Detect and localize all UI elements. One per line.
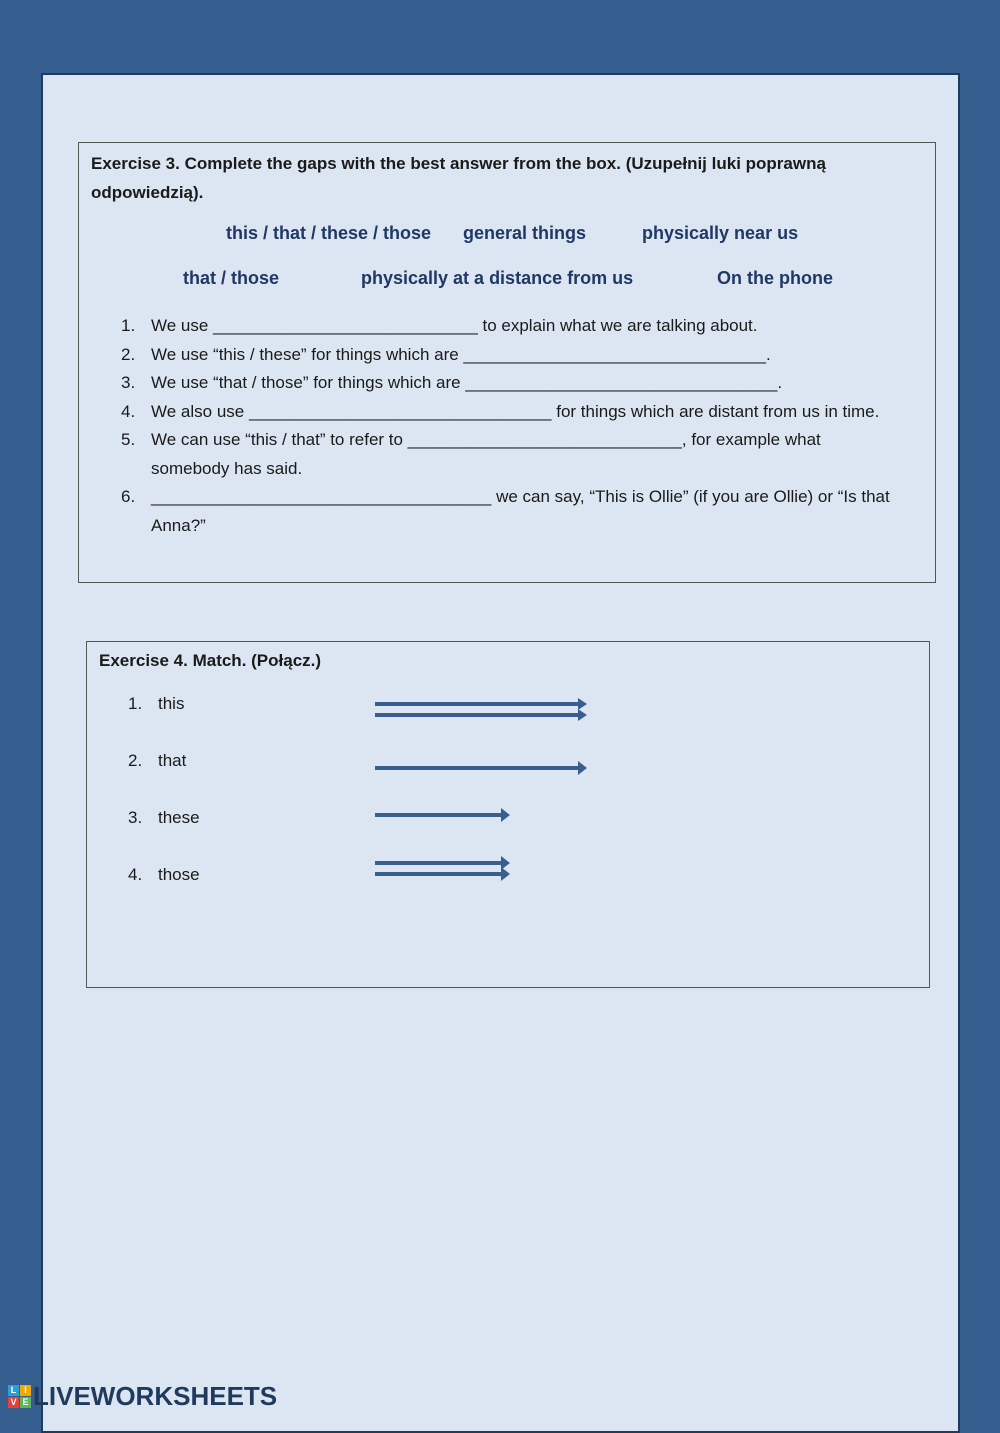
match-arrow-these[interactable] <box>375 807 513 825</box>
item-number: 3. <box>128 808 143 827</box>
item-number: 4. <box>121 401 136 421</box>
exercise-4-title: Exercise 4. Match. (Połącz.) <box>99 651 322 670</box>
item-number: 6. <box>121 487 136 506</box>
list-item <box>121 312 901 341</box>
logo-letter: I <box>20 1385 31 1396</box>
option-that-those[interactable]: that / those <box>183 268 280 288</box>
exercise-3-title: Exercise 3. Complete the gaps with the best answer from the box. (Uzupełnij luki poprawną odpowiedzią). <box>91 154 826 202</box>
match-arrow-that[interactable] <box>375 760 590 778</box>
match-arrow-those[interactable] <box>375 856 513 886</box>
item-number: 3. <box>121 373 136 392</box>
exercise-4-box <box>86 641 930 988</box>
item-number: 1. <box>121 316 136 335</box>
item-number: 1. <box>128 694 143 713</box>
item-number: 2. <box>128 751 143 770</box>
match-item-these <box>128 808 200 828</box>
match-item-those <box>128 865 200 885</box>
option-on-the-phone[interactable]: On the phone <box>717 268 833 288</box>
logo-text: LIVEWORKSHEETS <box>33 1380 278 1411</box>
item-text: We use ____________________________ to explain what we are talking about. <box>151 316 758 335</box>
logo-letter: L <box>8 1385 19 1396</box>
match-item-that <box>128 751 186 771</box>
list-item <box>121 369 901 398</box>
list-item <box>121 341 901 370</box>
item-text: We use “this / these” for things which are ________________________________. <box>151 344 771 364</box>
option-physically-distant[interactable]: physically at a distance from us <box>361 268 634 288</box>
liveworksheets-logo <box>8 1381 277 1411</box>
list-item <box>121 398 901 427</box>
option-physically-near-us[interactable]: physically near us <box>642 223 799 243</box>
list-item <box>121 483 901 540</box>
option-this-that-these-those[interactable]: this / that / these / those <box>226 223 432 243</box>
item-number: 5. <box>121 430 136 449</box>
item-text: We use “that / those” for things which are _________________________________. <box>151 373 783 392</box>
exercise-3-list <box>121 312 901 540</box>
match-word: this <box>158 694 185 713</box>
worksheet-page <box>41 73 960 1433</box>
list-item <box>121 426 901 483</box>
item-text: ____________________________________ we can say, “This is Ollie” (if you are Ollie) or “Is that Anna?” <box>151 487 890 535</box>
logo-letter: E <box>20 1397 31 1408</box>
match-word: those <box>158 865 200 884</box>
item-number: 4. <box>128 865 143 884</box>
match-arrow-this[interactable] <box>375 698 590 728</box>
match-item-this <box>128 694 184 714</box>
item-number: 2. <box>121 344 136 364</box>
option-general-things[interactable]: general things <box>463 223 587 243</box>
item-text: We can use “this / that” to refer to _____________________________, for example what somebody has said. <box>151 430 821 478</box>
exercise-3-box <box>78 142 936 583</box>
match-word: these <box>158 808 200 827</box>
match-word: that <box>158 751 187 770</box>
item-text: We also use ________________________________ for things which are distant from us in time. <box>151 401 880 421</box>
logo-mark-icon <box>8 1385 31 1408</box>
logo-letter: V <box>8 1397 19 1408</box>
